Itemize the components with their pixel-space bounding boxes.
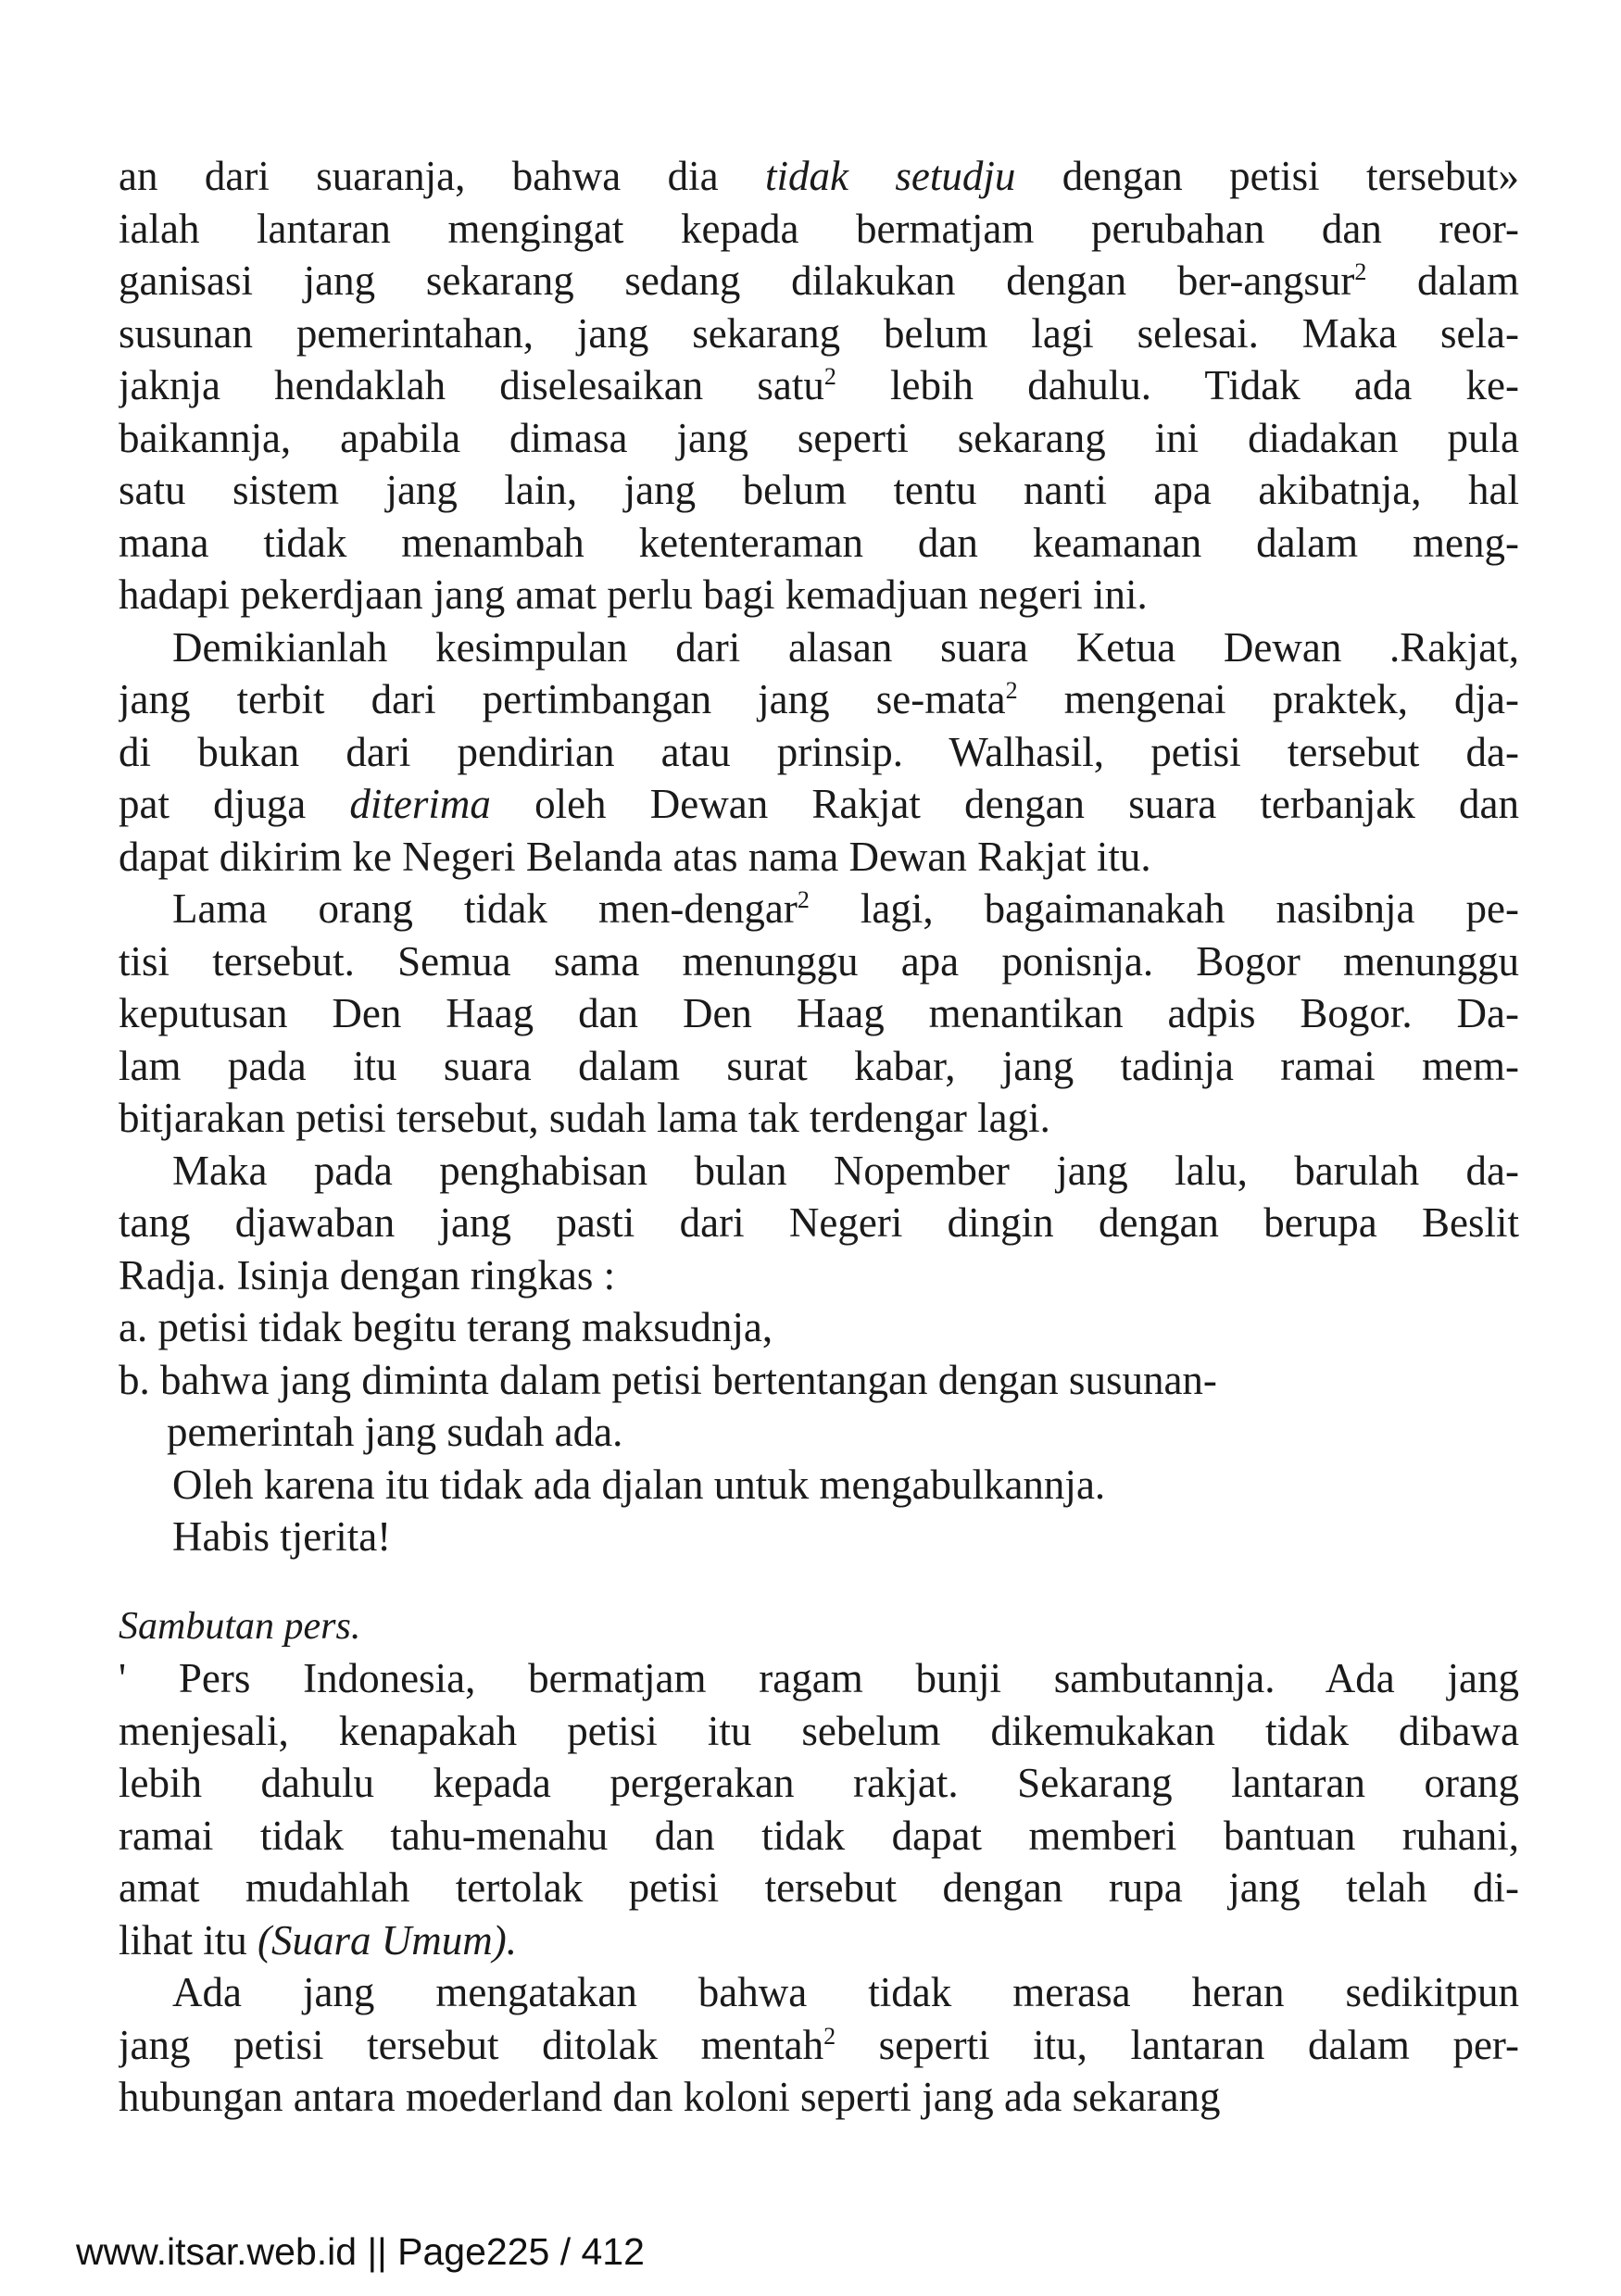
text-line: ramai tidak tahu-menahu dan tidak dapat memberi bantuan ruhani,: [119, 1812, 1519, 1859]
emphasis: diterima: [349, 781, 491, 827]
text-line: amat mudahlah tertolak petisi tersebut dengan rupa jang telah di-: [119, 1864, 1519, 1911]
superscript: 2: [1354, 258, 1367, 285]
text-line: Demikianlah kesimpulan dari alasan suara Ketua Dewan .Rakjat,: [172, 623, 1519, 671]
text-line: jang terbit dari pertimbangan jang se-mata$^2$ mengenai praktek, dja-: [119, 676, 1519, 722]
text-line: satu sistem jang lain, jang belum tentu nanti apa akibatnja, hal: [119, 467, 1519, 513]
superscript: 2: [823, 363, 836, 390]
page-body: [119, 150, 1519, 2124]
text-line: Radja. Isinja dengan ringkas :: [119, 1251, 616, 1299]
text-line: ganisasi jang sekarang sedang dilakukan dengan ber-angsur$^2$ dalam: [119, 257, 1519, 304]
emphasis: (Suara Umum).: [258, 1916, 517, 1964]
text-line: hubungan antara moederland dan koloni seperti jang ada sekarang: [119, 2074, 1221, 2120]
list-item-a: a. petisi tidak begitu terang maksudnja,: [119, 1304, 773, 1350]
text-line: tisi tersebut. Semua sama menunggu apa ponisnja. Bogor menunggu: [119, 937, 1519, 985]
text-line: Ada jang mengatakan bahwa tidak merasa heran sedikitpun: [172, 1969, 1519, 2015]
text-line: lebih dahulu kepada pergerakan rakjat. Sekarang lantaran orang: [119, 1760, 1519, 1806]
text-line: dapat dikirim ke Negeri Belanda atas nama Dewan Rakjat itu.: [119, 833, 1151, 880]
section-gap: [119, 1563, 1519, 1600]
superscript: 2: [823, 2022, 836, 2050]
text-line: jaknja hendaklah diselesaikan satu$^2$ lebih dahulu. Tidak ada ke-: [119, 362, 1519, 408]
text-line: ' Pers Indonesia, bermatjam ragam bunji sambutannja. Ada jang: [119, 1655, 1519, 1701]
text-line: jang petisi tersebut ditolak mentah$^2$ seperti itu, lantaran dalam per-: [119, 2021, 1519, 2068]
text-line: tang djawaban jang pasti dari Negeri dingin dengan berupa Beslit: [119, 1199, 1519, 1246]
text-line: di bukan dari pendirian atau prinsip. Walhasil, petisi tersebut da-: [119, 728, 1519, 775]
text-line: baikannja, apabila dimasa jang seperti sekarang ini diadakan pula: [119, 414, 1519, 461]
text-line: bitjarakan petisi tersebut, sudah lama tak terdengar lagi.: [119, 1095, 1050, 1141]
text-line: Oleh karena itu tidak ada djalan untuk mengabulkannja.: [172, 1461, 1106, 1508]
text-line: menjesali, kenapakah petisi itu sebelum dikemukakan tidak dibawa: [119, 1707, 1519, 1754]
text-line: an dari suaranja, bahwa dia tidak setudju dengan petisi tersebut»: [119, 153, 1519, 199]
text-line: Habis tjerita!: [172, 1513, 392, 1560]
page-footer: www.itsar.web.id || Page225 / 412: [76, 2230, 645, 2273]
text-line: hadapi pekerdjaan jang amat perlu bagi kemadjuan negeri ini.: [119, 571, 1148, 618]
emphasis: tidak setudju: [765, 153, 1016, 199]
text-line: ialah lantaran mengingat kepada bermatjam perubahan dan reor-: [119, 205, 1519, 252]
text-line: mana tidak menambah ketenteraman dan keamanan dalam meng-: [119, 519, 1519, 566]
superscript: 2: [797, 886, 810, 913]
section-heading: Sambutan pers.: [119, 1604, 361, 1648]
text-line: Lama orang tidak men-dengar$^2$ lagi, bagaimanakah nasibnja pe-: [172, 885, 1519, 932]
list-item-b: b. bahwa jang diminta dalam petisi bertentangan dengan susunan-: [119, 1356, 1217, 1403]
text-line: keputusan Den Haag dan Den Haag menantikan adpis Bogor. Da-: [119, 990, 1519, 1036]
text-line: lihat itu (Suara Umum).: [119, 1916, 517, 1964]
text-line: lam pada itu suara dalam surat kabar, jang tadinja ramai mem-: [119, 1042, 1519, 1089]
text-line: susunan pemerintahan, jang sekarang belum lagi selesai. Maka sela-: [119, 309, 1519, 357]
superscript: 2: [1005, 677, 1018, 704]
text-line: Maka pada penghabisan bulan Nopember jang lalu, barulah da-: [172, 1147, 1519, 1194]
list-item-b-continuation: pemerintah jang sudah ada.: [167, 1409, 623, 1455]
text-line: pat djuga diterima oleh Dewan Rakjat dengan suara terbanjak dan: [119, 781, 1519, 827]
